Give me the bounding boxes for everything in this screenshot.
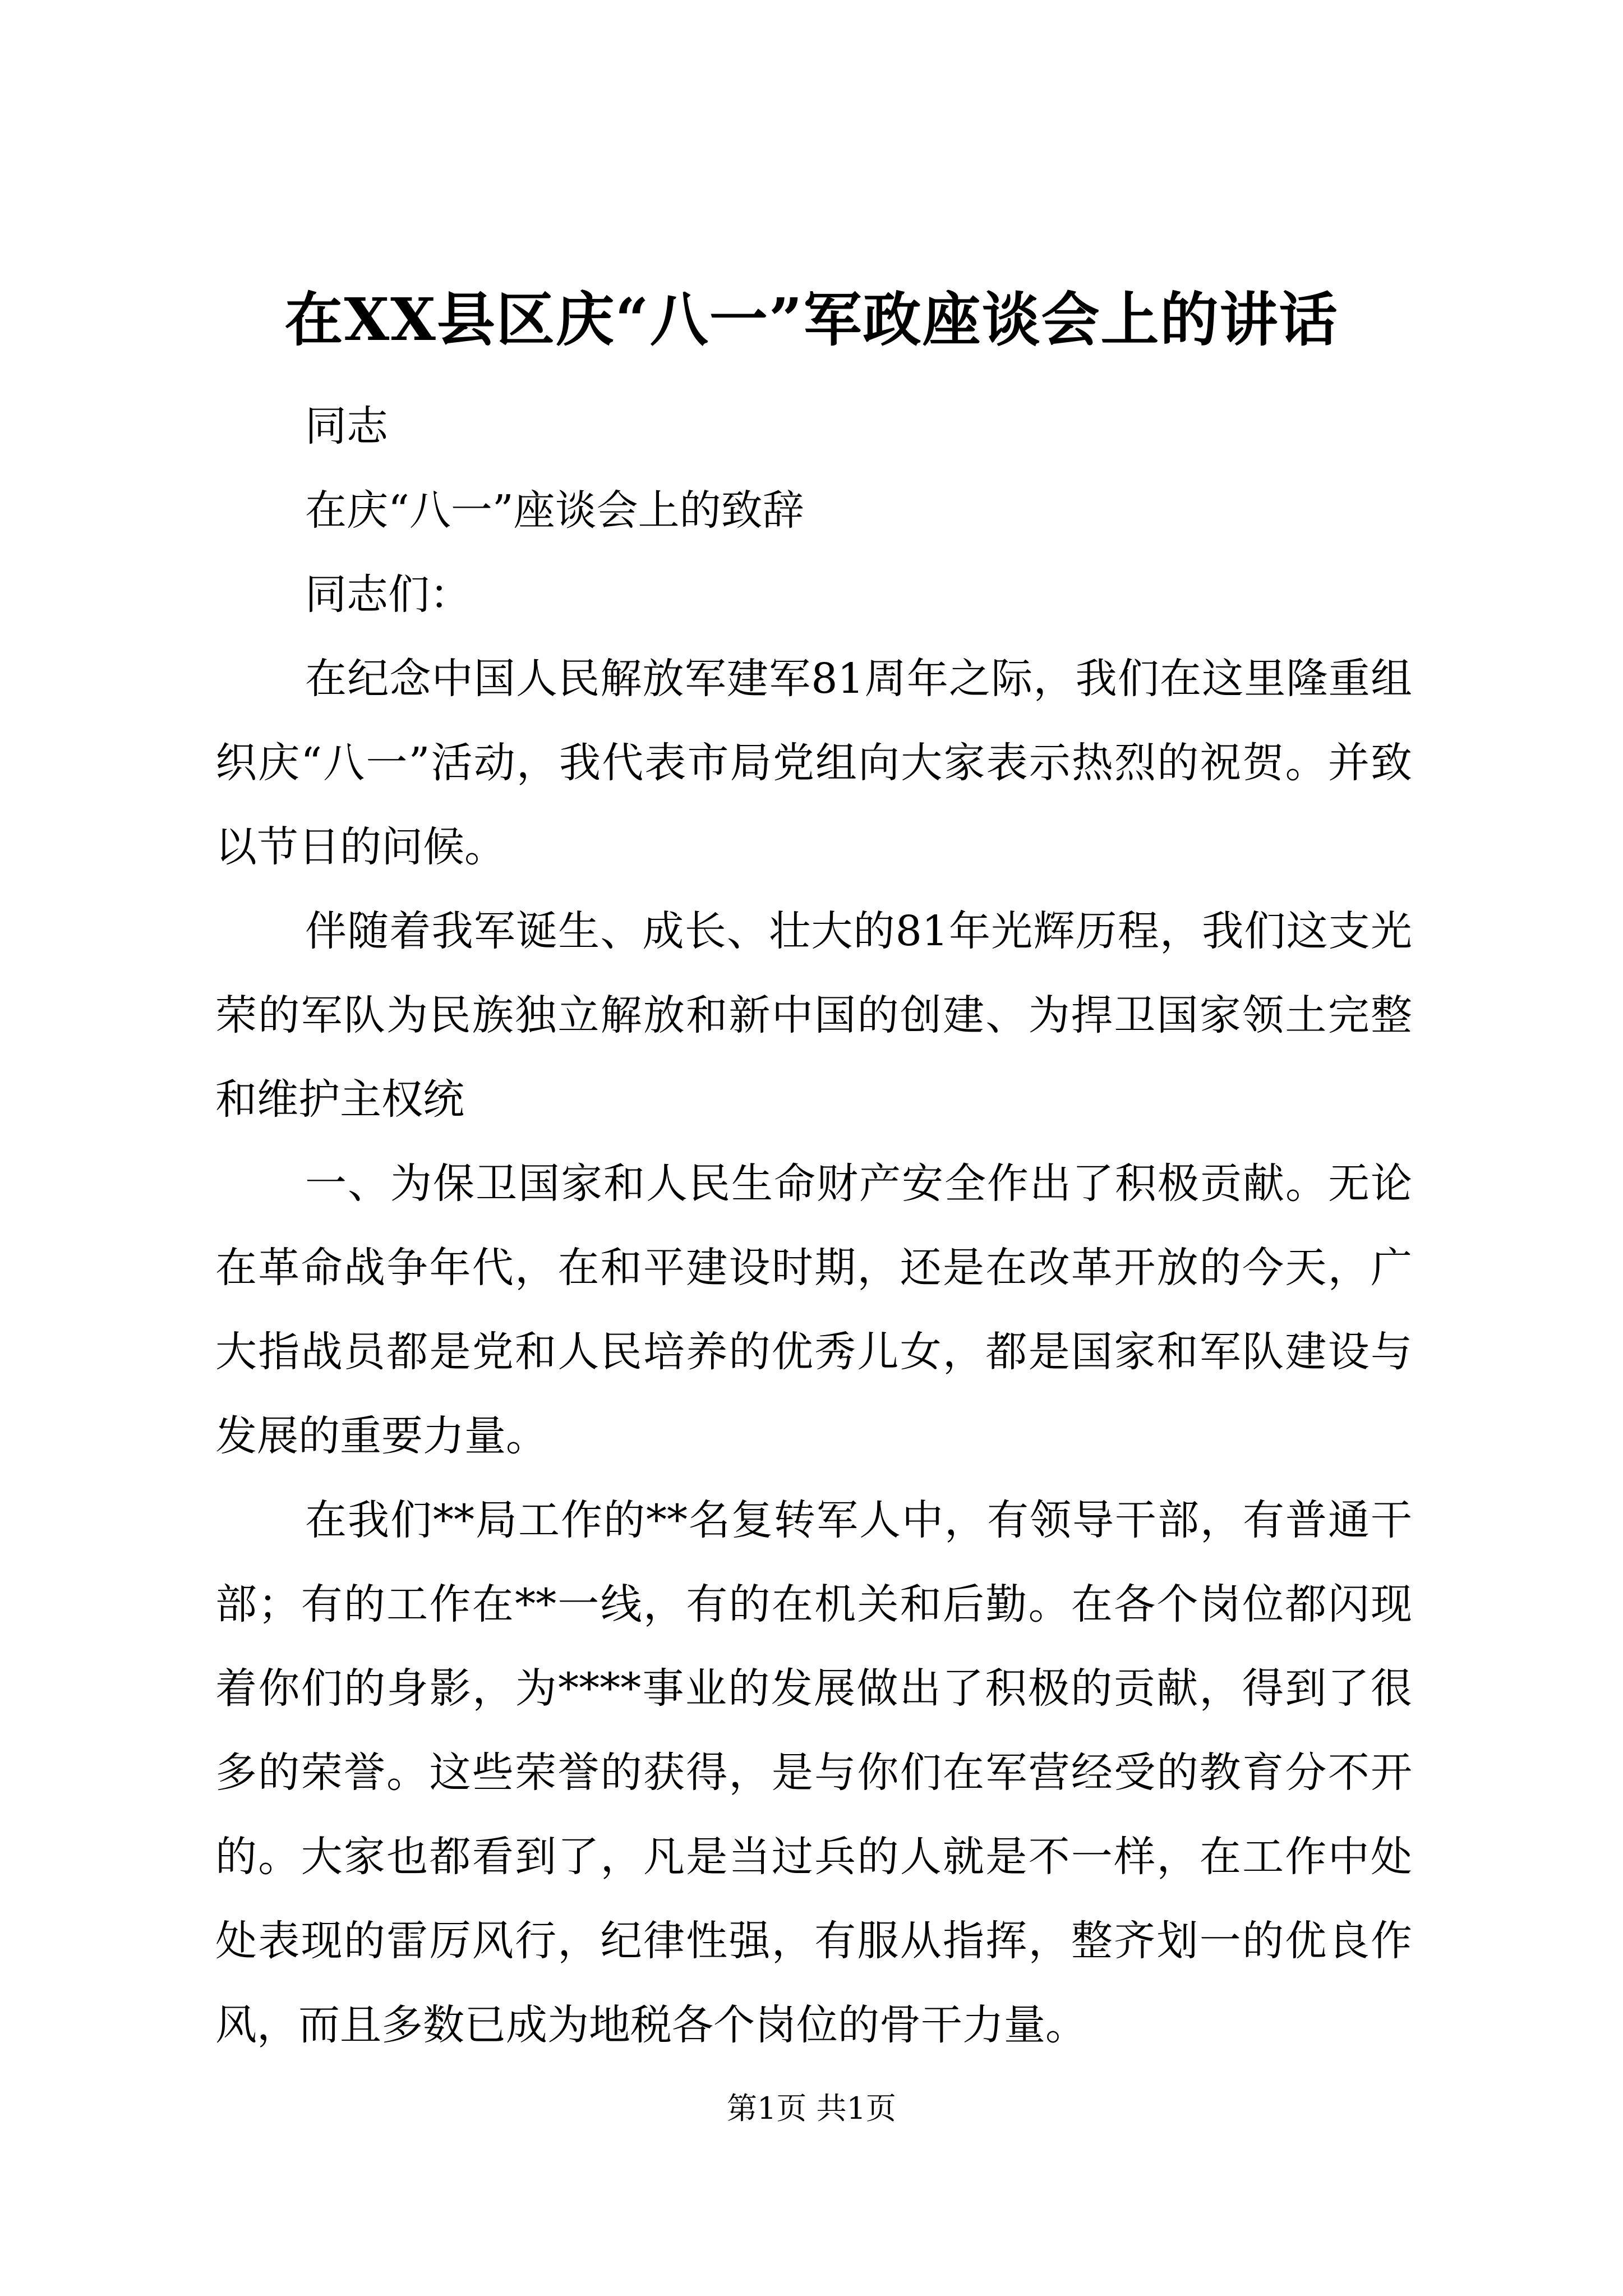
paragraph-salutation-2: 同志们：	[305, 570, 471, 619]
paragraph-opening: 在纪念中国人民解放军建军81周年之际，我们在这里隆重组织庆“八一”活动，我代表市局党组向大家表示热烈的祝贺。并致以节日的问候。	[215, 655, 1412, 871]
page-footer: 第1页 共1页	[727, 2091, 896, 2126]
document-title: 在XX县区庆“八一”军政座谈会上的讲话	[284, 285, 1339, 354]
paragraph-veterans: 在我们**局工作的**名复转军人中，有领导干部，有普通干部；有的工作在**一线，有的在机关和后勤。在各个岗位都闪现着你们的身影，为****事业的发展做出了积极的贡献，得到了很多的荣誉。这些荣誉的获得，是与你们在军营经受的教育分不开的。大家也都看到了，凡是当过兵的人就是不一样，在工作中处处表现的雷厉风行，纪律性强，有服从指挥，整齐划一的优良作风，而且多数已成为地税各个岗位的骨干力量。	[215, 1496, 1412, 2049]
paragraph-contribution: 一、为保卫国家和人民生命财产安全作出了积极贡献。无论在革命战争年代，在和平建设时期，还是在改革开放的今天，广大指战员都是党和人民培养的优秀儿女，都是国家和军队建设与发展的重要力量。	[215, 1159, 1412, 1460]
paragraph-subtitle: 在庆“八一”座谈会上的致辞	[305, 486, 804, 535]
document-body	[215, 384, 1412, 2067]
paragraph-history: 伴随着我军诞生、成长、壮大的81年光辉历程，我们这支光荣的军队为民族独立解放和新中国的创建、为捍卫国家领土完整和维护主权统	[215, 907, 1412, 1124]
paragraph-salutation-1: 同志	[305, 402, 388, 450]
